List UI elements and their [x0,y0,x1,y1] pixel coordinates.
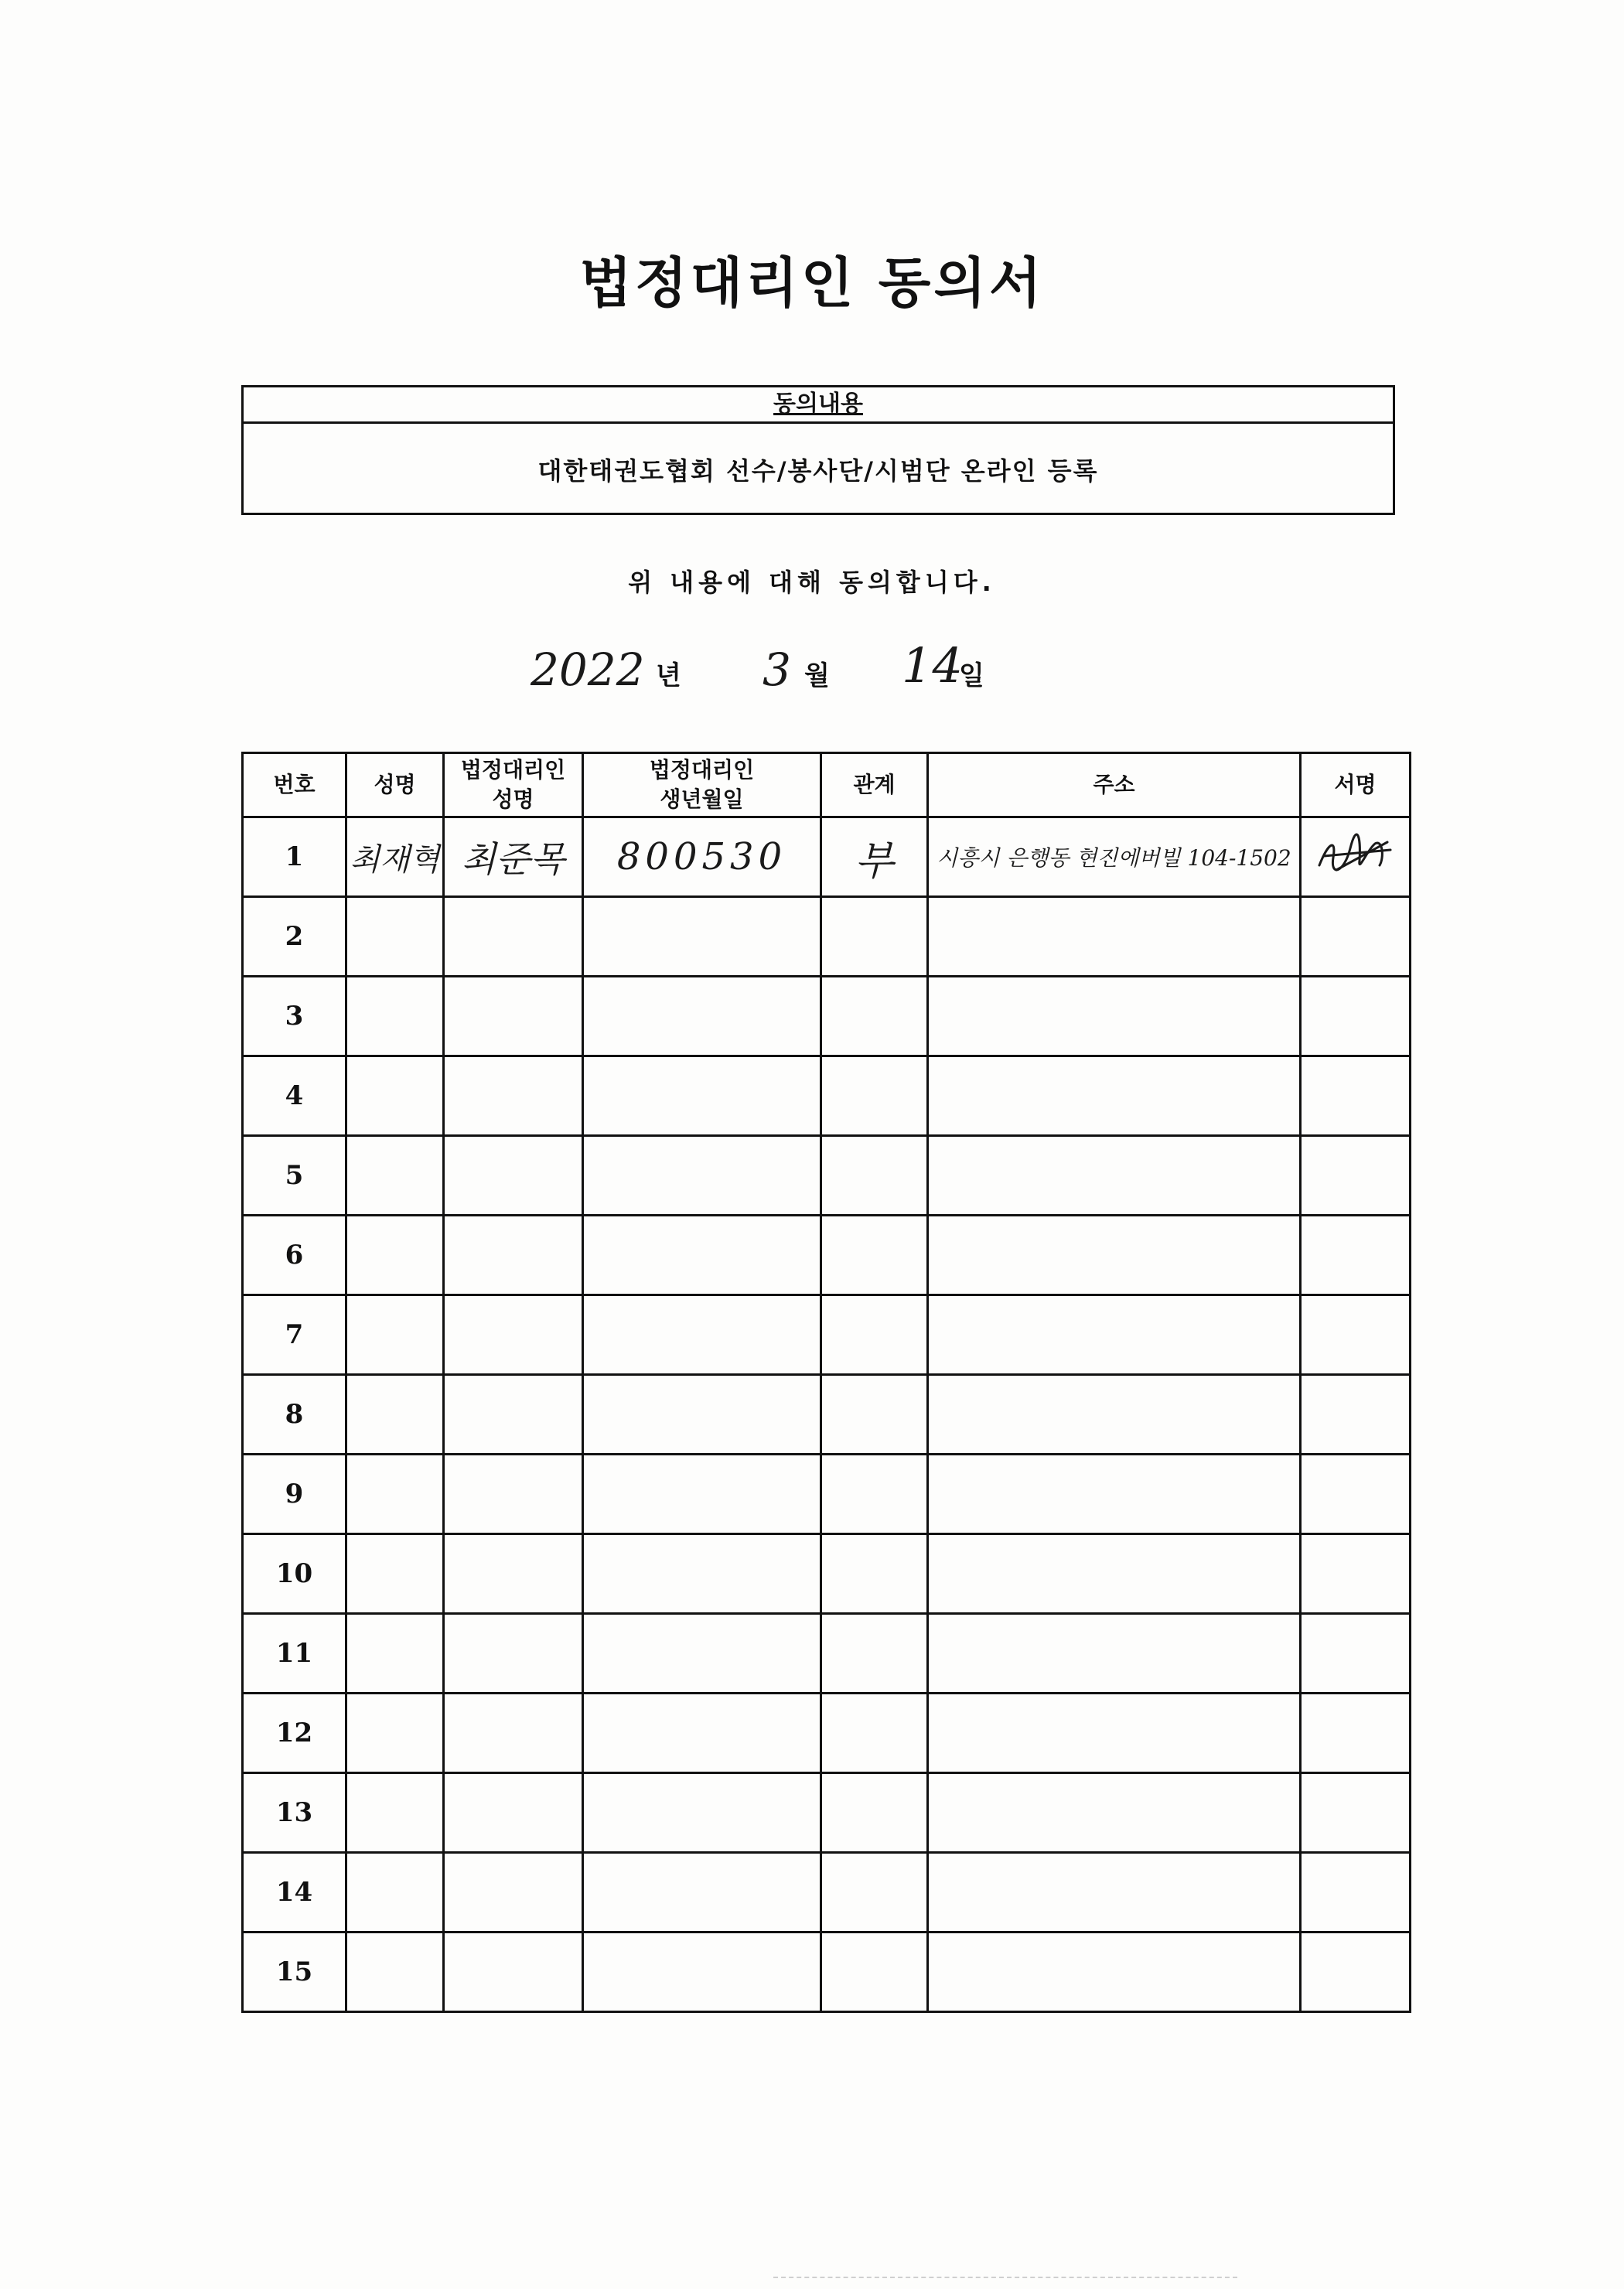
cell-address [928,1295,1301,1375]
cell-guardian-birth [583,1773,821,1853]
cell-relation [821,1295,928,1375]
date-year-handwritten: 2022 [531,643,645,696]
cell-guardian-birth [583,1295,821,1375]
cell-relation [821,1773,928,1853]
cell-guardian-name [444,1773,583,1853]
cell-guardian-name [444,1694,583,1773]
table-row [243,817,1411,897]
cell-guardian-birth [583,1534,821,1614]
cell-relation [821,1853,928,1933]
cell-address: 시흥시 은행동 현진에버빌 104-1502 [928,817,1301,897]
cell-signature [1301,1853,1411,1933]
cell-signature [1301,1136,1411,1216]
table-row [243,1295,1411,1375]
cell-signature [1301,1375,1411,1455]
date-line [0,637,1624,705]
cell-signature [1301,1056,1411,1136]
row-number: 6 [243,1216,346,1295]
cell-address [928,1375,1301,1455]
cell-guardian-birth [583,977,821,1056]
cell-name [346,1694,444,1773]
cell-guardian-birth [583,1933,821,2012]
cell-signature [1301,1933,1411,2012]
cell-name [346,1773,444,1853]
row-number: 3 [243,977,346,1056]
row-number: 11 [243,1614,346,1694]
cell-guardian-birth [583,1455,821,1534]
cell-address [928,977,1301,1056]
cell-signature [1301,1455,1411,1534]
registration-table [241,752,1411,2013]
cell-name [346,1216,444,1295]
cell-signature [1301,1534,1411,1614]
cell-name [346,1853,444,1933]
cell-guardian-birth [583,1853,821,1933]
cell-signature [1301,897,1411,977]
consent-content-box [241,385,1395,515]
cell-name [346,1534,444,1614]
cell-address [928,1455,1301,1534]
cell-guardian-name: 최준목 [444,817,583,897]
date-month-handwritten: 3 [763,643,791,696]
table-row [243,1136,1411,1216]
table-row [243,1614,1411,1694]
header-relation: 관계 [821,753,928,817]
cell-guardian-name [444,1933,583,2012]
cell-name [346,1375,444,1455]
handwritten-signature [1313,827,1398,881]
cell-address [928,1773,1301,1853]
agreement-statement: 위 내용에 대해 동의합니다. [628,568,996,597]
page-bottom-edge [773,2277,1237,2283]
table-row [243,1694,1411,1773]
row-number: 14 [243,1853,346,1933]
cell-guardian-birth: 800530 [583,817,821,897]
table-row [243,1534,1411,1614]
cell-guardian-name [444,1534,583,1614]
cell-address [928,1933,1301,2012]
cell-signature [1301,1216,1411,1295]
cell-address [928,1136,1301,1216]
date-month-unit: 월 [804,660,830,691]
cell-signature [1301,977,1411,1056]
header-signature: 서명 [1301,753,1411,817]
cell-name [346,1056,444,1136]
cell-address [928,897,1301,977]
table-body [243,817,1411,2012]
cell-guardian-name [444,897,583,977]
cell-address [928,1694,1301,1773]
cell-address [928,1614,1301,1694]
date-year-unit: 년 [656,660,681,691]
header-number: 번호 [243,753,346,817]
cell-relation [821,1694,928,1773]
date-day-unit: 일 [959,660,984,691]
cell-guardian-name [444,1614,583,1694]
row-number: 7 [243,1295,346,1375]
row-number: 2 [243,897,346,977]
table-row [243,1216,1411,1295]
cell-relation [821,1534,928,1614]
cell-guardian-name [444,1216,583,1295]
cell-name [346,1136,444,1216]
cell-guardian-birth [583,1694,821,1773]
header-guardian-birth: 법정대리인 생년월일 [583,753,821,817]
cell-guardian-birth [583,1216,821,1295]
table-row [243,977,1411,1056]
cell-guardian-name [444,1375,583,1455]
cell-address [928,1853,1301,1933]
row-number: 10 [243,1534,346,1614]
cell-signature [1301,1773,1411,1853]
cell-guardian-name [444,1136,583,1216]
document-title: 법정대리인 동의서 [579,251,1045,315]
cell-relation [821,977,928,1056]
cell-relation [821,897,928,977]
table-row [243,897,1411,977]
cell-name [346,1455,444,1534]
cell-name [346,977,444,1056]
table-header-row [243,753,1411,817]
header-address: 주소 [928,753,1301,817]
consent-header-label: 동의내용 [773,391,863,418]
table-row [243,1853,1411,1933]
cell-signature [1301,1614,1411,1694]
cell-guardian-birth [583,897,821,977]
row-number: 12 [243,1694,346,1773]
cell-relation [821,1933,928,2012]
row-number: 8 [243,1375,346,1455]
cell-name [346,1933,444,2012]
cell-relation [821,1455,928,1534]
cell-name [346,897,444,977]
cell-address [928,1534,1301,1614]
cell-guardian-birth [583,1056,821,1136]
cell-guardian-birth [583,1375,821,1455]
cell-guardian-birth [583,1136,821,1216]
cell-relation [821,1136,928,1216]
header-guardian-name: 법정대리인 성명 [444,753,583,817]
cell-guardian-name [444,1056,583,1136]
cell-guardian-birth [583,1614,821,1694]
cell-relation [821,1216,928,1295]
table-row [243,1375,1411,1455]
cell-guardian-name [444,1853,583,1933]
consent-content-header [244,387,1393,424]
cell-address [928,1056,1301,1136]
table-row [243,1455,1411,1534]
row-number: 4 [243,1056,346,1136]
cell-relation: 부 [821,817,928,897]
consent-content-text: 대한태권도협회 선수/봉사단/시범단 온라인 등록 [537,456,1099,486]
cell-relation [821,1375,928,1455]
cell-address [928,1216,1301,1295]
table-row [243,1056,1411,1136]
cell-signature [1301,1295,1411,1375]
table-row [243,1773,1411,1853]
cell-name: 최재혁 [346,817,444,897]
header-name: 성명 [346,753,444,817]
cell-name [346,1295,444,1375]
row-number: 5 [243,1136,346,1216]
cell-signature [1301,817,1411,897]
table-row [243,1933,1411,2012]
cell-guardian-name [444,1455,583,1534]
cell-relation [821,1614,928,1694]
cell-guardian-name [444,977,583,1056]
row-number: 9 [243,1455,346,1534]
cell-name [346,1614,444,1694]
cell-signature [1301,1694,1411,1773]
date-day-handwritten: 14 [902,637,963,694]
row-number: 13 [243,1773,346,1853]
row-number: 15 [243,1933,346,2012]
row-number: 1 [243,817,346,897]
cell-guardian-name [444,1295,583,1375]
cell-relation [821,1056,928,1136]
